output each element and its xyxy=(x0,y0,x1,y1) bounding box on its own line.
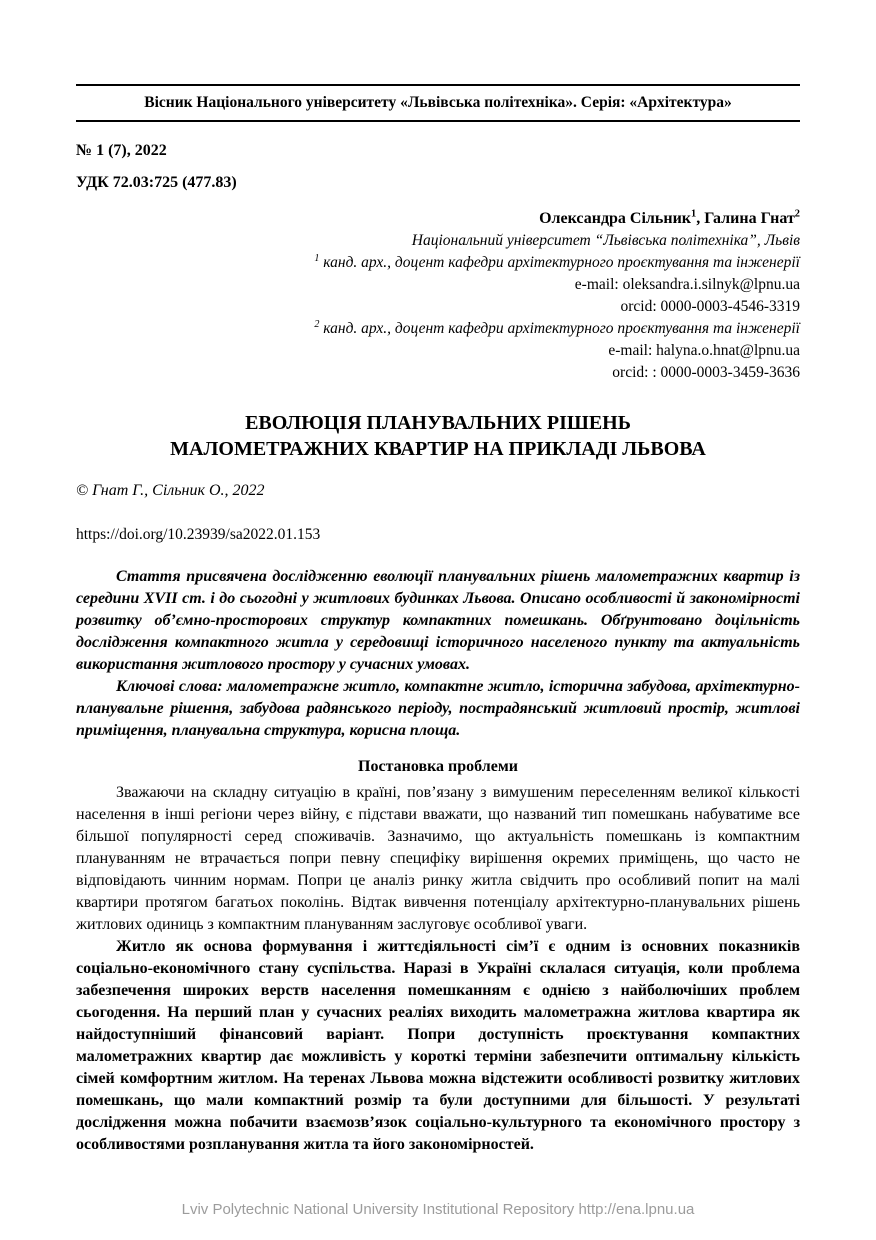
author2-role-superscript: 2 xyxy=(314,318,320,330)
page-content xyxy=(76,142,800,1156)
abstract-paragraph: Стаття присвячена дослідженню еволюції планувальних рішень малометражних квартир із середини XVII ст. і до сьогодні у житлових будинках Львова. Описано особливості й закономірності розвитку об’ємно-просторових структур компактних помешкань. Обґрунтовано доцільність дослідження компактного житла у середовищі історичного населеного пункту та актуальність використання житлового простору у сучасних умовах. xyxy=(76,568,800,673)
keywords-list: малометражне житло, компактне житло, історична забудова, архітектурно-планувальне рішення, забудова радянського періоду, пострадянський житловий простір, житлові приміщення, планувальна структура, корисна площа. xyxy=(76,678,801,739)
author2-name: , Галина Гнат xyxy=(696,210,795,227)
article-title xyxy=(76,410,800,462)
author-names xyxy=(76,208,800,230)
section-heading: Постановка проблеми xyxy=(358,758,518,775)
keywords-label: Ключові слова: xyxy=(116,678,223,695)
udc-code: УДК 72.03:725 (477.83) xyxy=(76,174,237,191)
author1-role xyxy=(76,252,800,274)
copyright-line: © Гнат Г., Сільник О., 2022 xyxy=(76,482,265,499)
article-title-line2: МАЛОМЕТРАЖНИХ КВАРТИР НА ПРИКЛАДІ ЛЬВОВА xyxy=(170,438,706,460)
affiliation: Національний університет “Львівська політехніка”, Львів xyxy=(411,232,800,249)
author2-orcid: orcid: : 0000-0003-3459-3636 xyxy=(612,364,800,381)
authors-block xyxy=(76,208,800,384)
body-paragraph-2: Житло як основа формування і життєдіяльності сім’ї є одним із основних показників соціально-економічного стану суспільства. Наразі в Україні склалася ситуація, коли проблема забезпечення широких верств населення помешканням є однією з найболючіших проблем сьогодення. На перший план у сучасних реаліях виходить малометражна житлова квартира як найдоступніший фінансовий варіант. Попри доступність проєктування компактних малометражних квартир дає можливість у короткі терміни забезпечити оптимальну кількість сімей комфортним житлом. На теренах Львова можна відстежити особливості розвитку житлових помешкань, що мали компактний розмір та були доступними для більшості. У результаті дослідження можна побачити взаємозв’язок соціально-культурного та економічного простору з особливостями розпланування житла та його закономірностей. xyxy=(76,938,800,1153)
author1-superscript: 1 xyxy=(691,208,697,220)
body-paragraph-1: Зважаючи на складну ситуацію в країні, пов’язану з вимушеним переселенням великої кількості населення в інші регіони через війну, є підстави вважати, що названий тип помешкань набуватиме все більшої популярності серед споживачів. Зазначимо, що актуальність помешкань із компактним плануванням не втрачається попри певну специфіку вирішення окремих приміщень, що часто не відповідають чинним нормам. Попри це аналіз ринку житла свідчить про особливий попит на малі квартири протягом багатьох поколінь. Відтак вивчення потенціалу архітектурно-планувальних рішень житлових одиниць з компактним плануванням заслуговує особливої уваги. xyxy=(76,784,800,933)
doi-text: https://doi.org/10.23939/sa2022.01.153 xyxy=(76,526,321,543)
article-title-line1: ЕВОЛЮЦІЯ ПЛАНУВАЛЬНИХ РІШЕНЬ xyxy=(245,412,631,434)
author2-role-text: канд. арх., доцент кафедри архітектурного проєктування та інженерії xyxy=(323,320,800,337)
author2-email: e-mail: halyna.o.hnat@lpnu.ua xyxy=(608,342,800,359)
author1-email: e-mail: oleksandra.i.silnyk@lpnu.ua xyxy=(574,276,800,293)
author1-orcid: orcid: 0000-0003-4546-3319 xyxy=(620,298,800,315)
author2-role xyxy=(76,318,800,340)
repository-footer: Lviv Polytechnic National University Institutional Repository http://ena.lpnu.ua xyxy=(181,1201,695,1218)
author2-superscript: 2 xyxy=(794,208,800,220)
issue-number: № 1 (7), 2022 xyxy=(76,142,167,159)
author1-name: Олександра Сільник xyxy=(539,210,692,227)
journal-header xyxy=(76,84,800,122)
keywords-paragraph xyxy=(76,676,800,742)
author1-role-superscript: 1 xyxy=(314,252,320,264)
author1-role-text: канд. арх., доцент кафедри архітектурного проєктування та інженерії xyxy=(323,254,800,271)
journal-title: Вісник Національного університету «Львівська політехніка». Серія: «Архітектура» xyxy=(144,94,732,111)
